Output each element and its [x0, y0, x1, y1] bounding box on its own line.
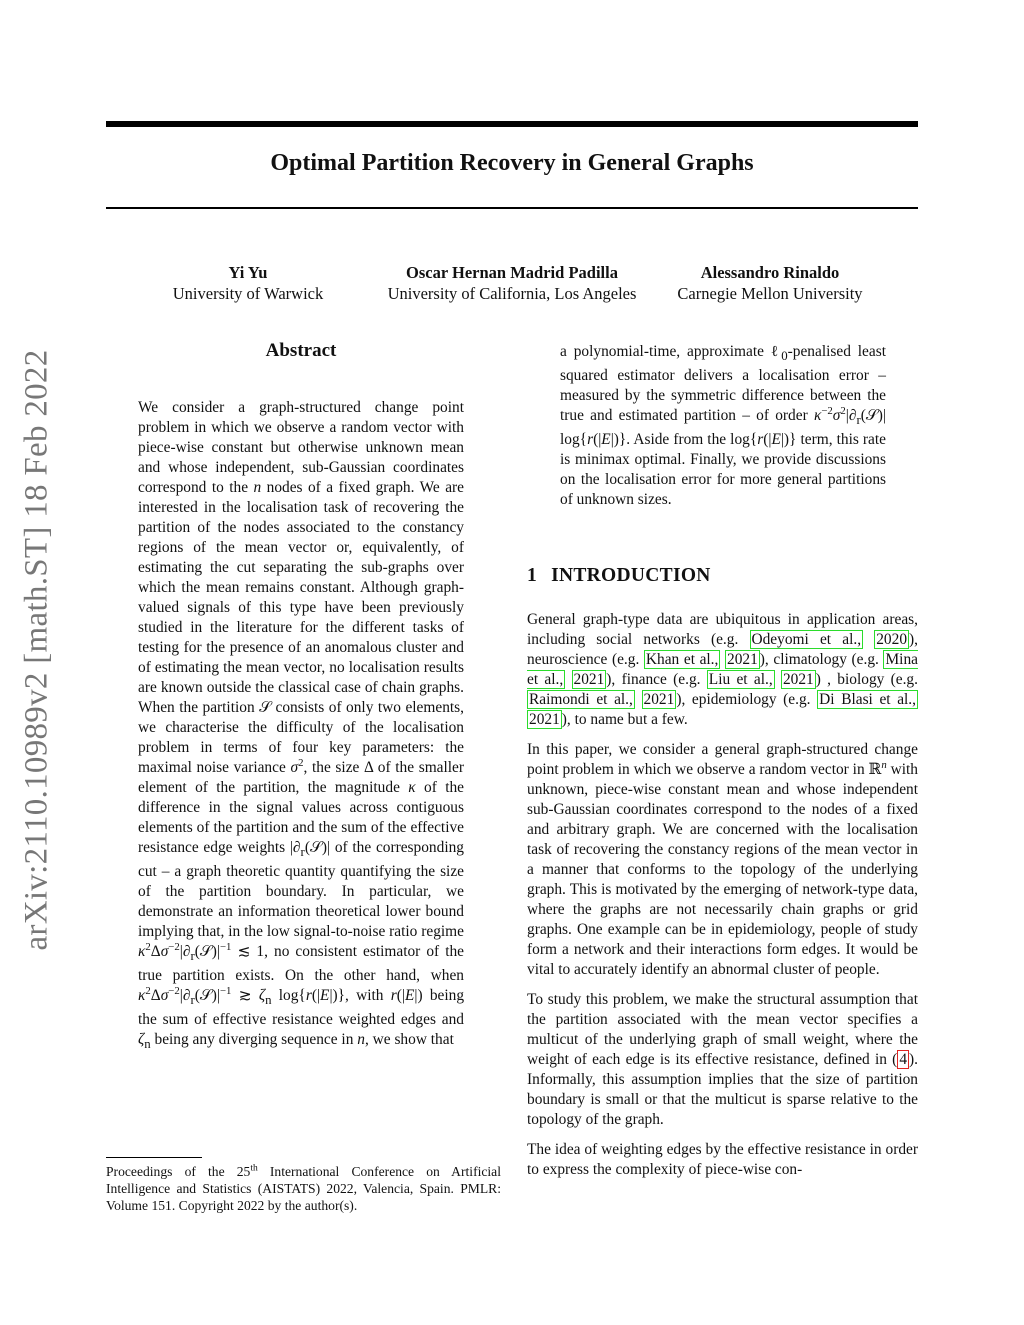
footnote-superscript: th [250, 1163, 258, 1174]
intro-paragraph: To study this problem, we make the structural assumption that the partition associated with the mean vector specifies a multicut of the underlying graph of small weight, where the weight of each edge is its effective resistance, defined in ( 4 ). Informally, this assumption implies that the size of partition boundary is small or that the multicut is sparse relative to the topology of the graph. [527, 991, 918, 1128]
section-number: 1 [527, 565, 538, 586]
arxiv-identifier: arXiv:2110.10989v2 [math.ST] 18 Feb 2022 [18, 349, 55, 951]
introduction-body [527, 610, 918, 1180]
section-title: INTRODUCTION [551, 565, 711, 586]
author-affiliation: University of Warwick [172, 284, 324, 303]
author-name: Oscar Hernan Madrid Padilla [406, 263, 618, 282]
title-rule [106, 207, 918, 209]
equation-reference-link[interactable]: 4 [899, 1051, 908, 1068]
footnote-rule [106, 1157, 202, 1158]
abstract-body [138, 398, 464, 1054]
author-block-3 [660, 262, 880, 304]
footnote-prefix: Proceedings of the 25 [106, 1164, 251, 1179]
intro-paragraph: In this paper, we consider a general graph-structured change point problem in which we observe a random vector in ℝ$^n$ with unknown, piece-wise constant mean and whose independent sub-Gaussian coordinates correspond to the nodes of a fixed and arbitrary graph. We are concerned with the localisation task of recovering the constancy regions of the mean vector in a manner that conforms to the topology of the underlying graph. This is motivated by the emerging of network-type data, where the graphs are not necessarily chain graphs or grid graphs. One example can be in epidemiology, people of study form a network and their interactions form edges. It would be vital to accurately identify an abnormal cluster of people. [527, 741, 918, 978]
citation-link[interactable]: 2021 [782, 671, 814, 688]
citation-link[interactable]: 2021 [643, 691, 675, 708]
intro-paragraph: The idea of weighting edges by the effective resistance in order to express the complexity of piece-wise con- [527, 1141, 918, 1178]
citation-link[interactable]: Raimondi et al., [529, 691, 633, 708]
author-affiliation: University of California, Los Angeles [387, 284, 637, 303]
abstract-heading: Abstract [265, 340, 337, 361]
citation-link[interactable]: Di Blasi et al., [819, 691, 917, 708]
citation-link[interactable]: Khan et al., [645, 651, 719, 668]
footnote [106, 1163, 501, 1214]
abstract-continued [560, 342, 886, 510]
citation-link[interactable]: 2021 [529, 711, 560, 728]
paper-title: Optimal Partition Recovery in General Graphs [270, 150, 754, 176]
top-rule [106, 121, 918, 127]
citation-link[interactable]: Mina et al., [527, 651, 918, 688]
citation-link[interactable]: 2020 [876, 631, 908, 648]
abstract-paragraph: a polynomial-time, approximate ℓ$_0$-penalised least squared estimator delivers a localisation error – measured by the symmetric difference between the true and estimated partition – of order $\kappa^{-2}\sigma^2|\partial_r(𝒮)|$ log{r(|E|)}. Aside from the log{r(|E|)} term, this rate is minimax optimal. Finally, we provide discussions on the localisation error for more general partitions of unknown sizes. [560, 343, 886, 509]
citation-link[interactable]: Liu et al., [708, 671, 773, 688]
author-name: Alessandro Rinaldo [700, 263, 840, 282]
footnote-text: International Conference on Artificial Intelligence and Statistics (AISTATS) 2022, Valencia, Spain. PMLR: Volume 151. Copyright 2022 by the author(s). [106, 1164, 501, 1213]
intro-paragraph: General graph-type data are ubiquitous in application areas, including social networks (e.g. Odeyomi et al., 2020 ), neuroscience (e.g. Khan et al., 2021 ), climatology (e.g. Mina et al., 2021 ), finance (e.g. Liu et al., 2021 ) , biology (e.g. Raimondi et al., 2021 ), epidemiology (e.g. Di Blasi et al., 2021 ), to name but a few. [527, 611, 918, 728]
section-heading [527, 565, 711, 587]
author-affiliation: Carnegie Mellon University [677, 284, 863, 303]
citation-link[interactable]: 2021 [573, 671, 605, 688]
author-block-1 [130, 262, 366, 304]
citation-link[interactable]: 2021 [727, 651, 758, 668]
citation-link[interactable]: Odeyomi et al., [751, 631, 862, 648]
author-block-2 [366, 262, 658, 304]
abstract-paragraph: We consider a graph-structured change point problem in which we observe a random vector with piece-wise constant but otherwise unknown mean and whose independent, sub-Gaussian coordinates correspond to the n nodes of a fixed graph. We are interested in the localisation task of recovering the partition of the nodes associated to the constancy regions of the mean vector or, equivalently, of estimating the cut separating the sub-graphs over which the mean remains constant. Although graph-valued signals of this type have been previously studied in the literature for the different tasks of testing for the presence of an anomalous cluster and of estimating the mean vector, no localisation results are known outside the classical case of chain graphs. When the partition 𝒮 consists of only two elements, we characterise the difficulty of the localisation problem in terms of four key parameters: the maximal noise variance $\sigma^2$, the size Δ of the smaller element of the partition, the magnitude κ of the difference in the signal values across contiguous elements of the partition and the sum of the effective resistance edge weights $|\partial_r(𝒮)|$ of the corresponding cut – a graph theoretic quantity quantifying the size of the partition boundary. In particular, we demonstrate an information theoretical lower bound implying that, in the low signal-to-noise ratio regime $\kappa^2\Delta\sigma^{-2}|\partial_r(𝒮)|^{-1}$ ≲ 1, no consistent estimator of the true partition exists. On the other hand, when $\kappa^2\Delta\sigma^{-2}|\partial_r(𝒮)|^{-1}$ ≳ $\zeta_n$ log{r(|E|)}, with r(|E|) being the sum of effective resistance weighted edges and $\zeta_n$ being any diverging sequence in n, we show that [138, 399, 465, 1052]
arxiv-sidebar [12, 340, 62, 960]
author-name: Yi Yu [228, 263, 268, 282]
